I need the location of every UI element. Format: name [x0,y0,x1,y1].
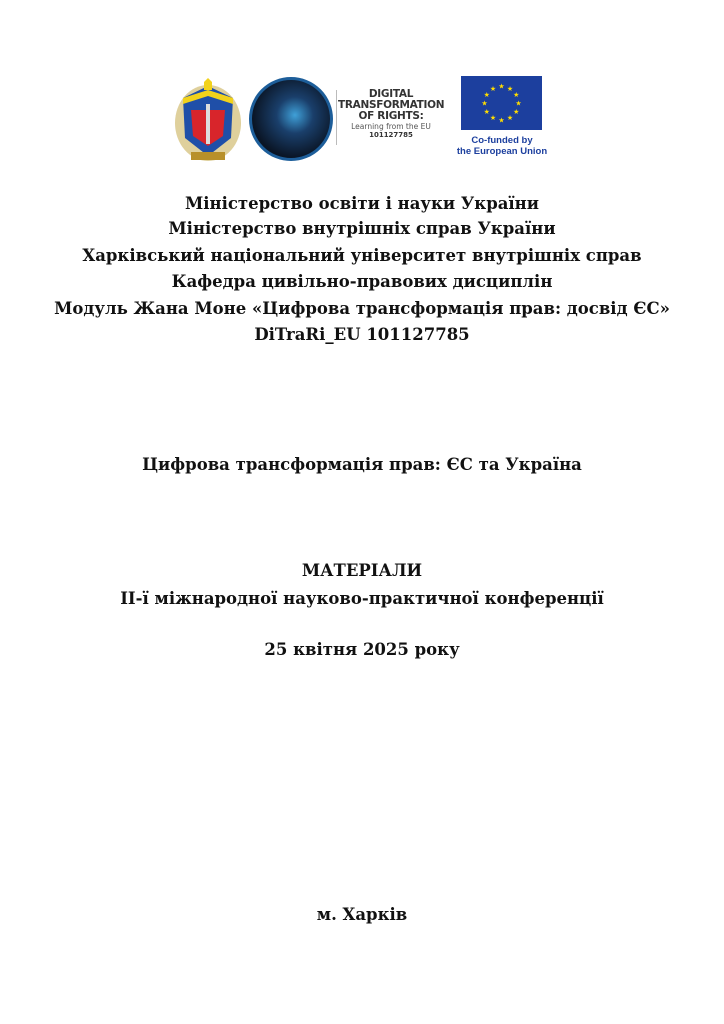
digital-rights-ai-logo [249,77,333,161]
conference-subtitle: ІІ-ї міжнародної науково-практичної конференції [120,589,604,608]
ministry-education: Міністерство освіти і науки України [184,194,540,213]
digital-transformation-logo [338,89,444,139]
logo-text: OF RIGHTS: [358,110,424,122]
conference-date: 25 квітня 2025 року [264,640,460,659]
eu-star-icon: ★ [483,91,490,99]
logo-divider [336,90,337,145]
eu-star-icon: ★ [489,114,497,123]
ministry-internal-affairs: Міністерство внутрішніх справ України [168,219,556,238]
eu-star-icon: ★ [481,99,488,108]
logo-text: TRANSFORMATION [338,99,445,111]
eu-star-icon: ★ [489,84,497,93]
eu-star-icon: ★ [513,108,520,116]
logo-subtitle: Learning from the EU [351,122,431,131]
city: м. Харків [316,905,408,924]
module-name: Модуль Жана Моне «Цифрова трансформація прав: досвід ЄС» [54,299,670,318]
eu-cofunded-label [450,135,554,157]
eu-star-icon: ★ [506,84,514,93]
conference-title: Цифрова трансформація прав: ЄС та Україна [142,455,582,474]
cofunded-line: the European Union [456,146,548,157]
materials-heading: МАТЕРІАЛИ [301,561,423,580]
eu-star-icon: ★ [513,91,520,99]
eu-star-icon: ★ [498,82,505,91]
department-name: Кафедра цивільно-правових дисциплін [171,272,553,291]
university-crest-logo [173,78,243,164]
eu-star-icon: ★ [515,99,522,108]
eu-star-icon: ★ [506,114,514,123]
eu-flag-icon [461,76,542,130]
logo-number: 101127785 [369,131,413,139]
university-name: Харківський національний університет внутрішніх справ [82,246,642,265]
eu-star-icon: ★ [498,116,505,125]
logo-text: DIGITAL [368,88,414,100]
eu-star-icon: ★ [483,108,490,116]
cofunded-line: Co-funded by [471,135,533,146]
project-code: DiTraRi_EU 101127785 [254,325,470,344]
